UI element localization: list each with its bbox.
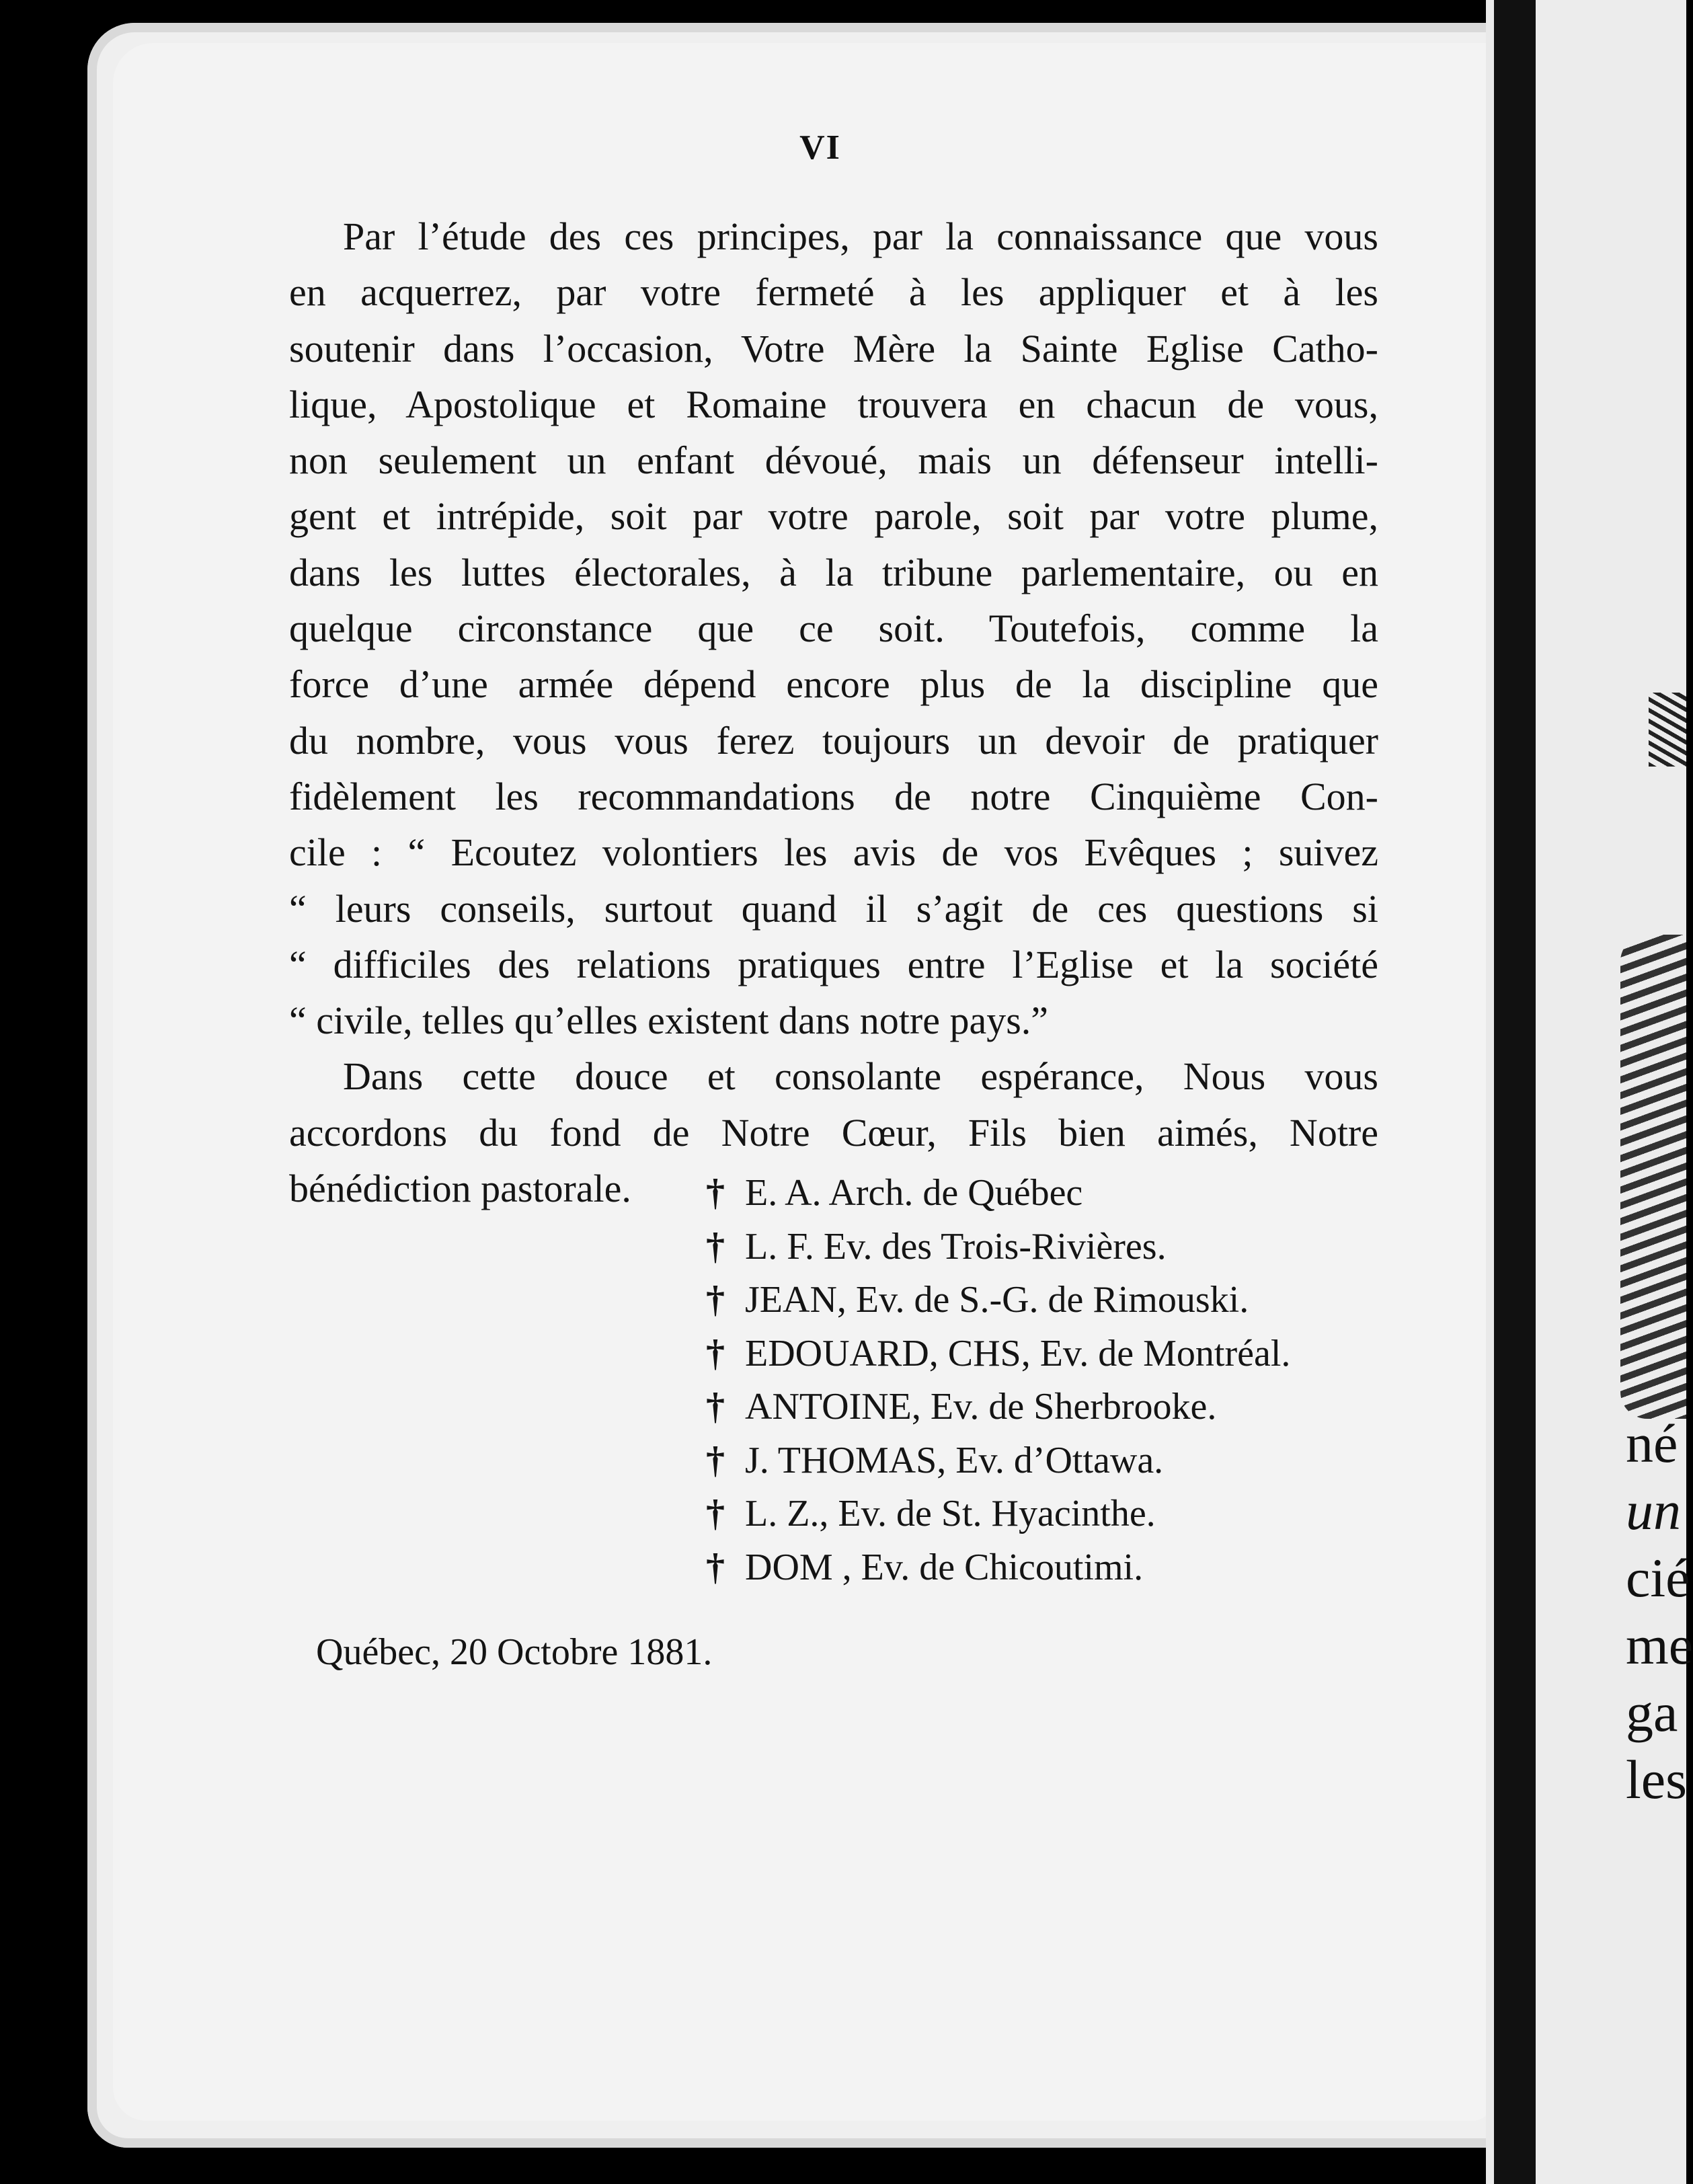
cross-icon: † [706, 1439, 725, 1481]
signature-text: L. Z., Ev. de St. Hyacinthe. [745, 1493, 1156, 1534]
text-line: Par l’étude des ces principes, par la connaissance que vous [343, 214, 1378, 258]
text-line: “ civile, telles qu’elles existent dans notre pays.” [289, 999, 1049, 1043]
signature-block [706, 1167, 1378, 1594]
signature-text: L. F. Ev. des Trois-Rivières. [745, 1225, 1167, 1268]
signature-line [706, 1434, 1378, 1488]
facing-page-fragment: né [1626, 1413, 1678, 1474]
signature-line [706, 1380, 1378, 1434]
text-line: quelque circonstance que ce soit. Toutefois, comme la [289, 607, 1378, 651]
cross-icon: † [706, 1332, 725, 1374]
text-line: gent et intrépide, soit par votre parole, soit par votre plume, [289, 494, 1378, 539]
signature-text: JEAN, Ev. de S.-G. de Rimouski. [745, 1279, 1249, 1321]
text-line: lique, Apostolique et Romaine trouvera en chacun de vous, [289, 382, 1378, 426]
signature-text: E. A. Arch. de Québec [745, 1172, 1083, 1214]
facing-page-fragment: les [1626, 1749, 1688, 1810]
decorative-initial-icon [1620, 935, 1686, 1419]
text-line: du nombre, vous vous ferez toujours un devoir de pratiquer [289, 718, 1378, 763]
text-line: “ difficiles des relations pratiques entre l’Eglise et la société [289, 942, 1378, 986]
facing-page-fragment: ga [1626, 1682, 1678, 1743]
ornament-icon [1649, 693, 1686, 767]
text-line: fidèlement les recommandations de notre Cinquième Con- [289, 774, 1378, 818]
text-line: Dans cette douce et consolante espérance, Nous vous [343, 1054, 1378, 1099]
cross-icon: † [706, 1172, 725, 1214]
cross-icon: † [706, 1386, 725, 1428]
cross-icon: † [706, 1546, 725, 1588]
facing-page-fragment: un [1626, 1480, 1681, 1541]
signature-line [706, 1541, 1378, 1595]
signature-text: EDOUARD, CHS, Ev. de Montréal. [745, 1332, 1291, 1374]
facing-page-fragment: cié [1626, 1547, 1690, 1608]
text-line: dans les luttes électorales, à la tribune parlementaire, ou en [289, 550, 1378, 594]
text-line: accordons du fond de Notre Cœur, Fils bien aimés, Notre [289, 1110, 1378, 1155]
body-text [289, 208, 1378, 1216]
text-line: soutenir dans l’occasion, Votre Mère la Sainte Eglise Catho- [289, 326, 1378, 370]
facing-page-fragment: me [1626, 1614, 1693, 1676]
date-line: Québec, 20 Octobre 1881. [316, 1631, 713, 1673]
text-line: force d’une armée dépend encore plus de la discipline que [289, 662, 1378, 707]
text-line: bénédiction pastorale. [289, 1167, 631, 1211]
signature-text: J. THOMAS, Ev. d’Ottawa. [745, 1439, 1164, 1481]
signature-text: ANTOINE, Ev. de Sherbrooke. [745, 1386, 1217, 1428]
signature-line [706, 1220, 1378, 1274]
text-line: en acquerrez, par votre fermeté à les appliquer et à les [289, 270, 1378, 315]
page-number: VI [799, 128, 841, 167]
signature-line [706, 1487, 1378, 1541]
cross-icon: † [706, 1279, 725, 1321]
text-line: non seulement un enfant dévoué, mais un défenseur intelli- [289, 438, 1378, 483]
cross-icon: † [706, 1225, 725, 1268]
signature-line [706, 1274, 1378, 1327]
cross-icon: † [706, 1493, 725, 1534]
text-line: “ leurs conseils, surtout quand il s’agit de ces questions si [289, 886, 1378, 931]
text-line: cile : “ Ecoutez volontiers les avis de vos Evêques ; suivez [289, 830, 1378, 875]
signature-line [706, 1167, 1378, 1220]
book-gutter [1494, 0, 1536, 2184]
signature-line [706, 1327, 1378, 1381]
signature-text: DOM , Ev. de Chicoutimi. [745, 1546, 1144, 1588]
